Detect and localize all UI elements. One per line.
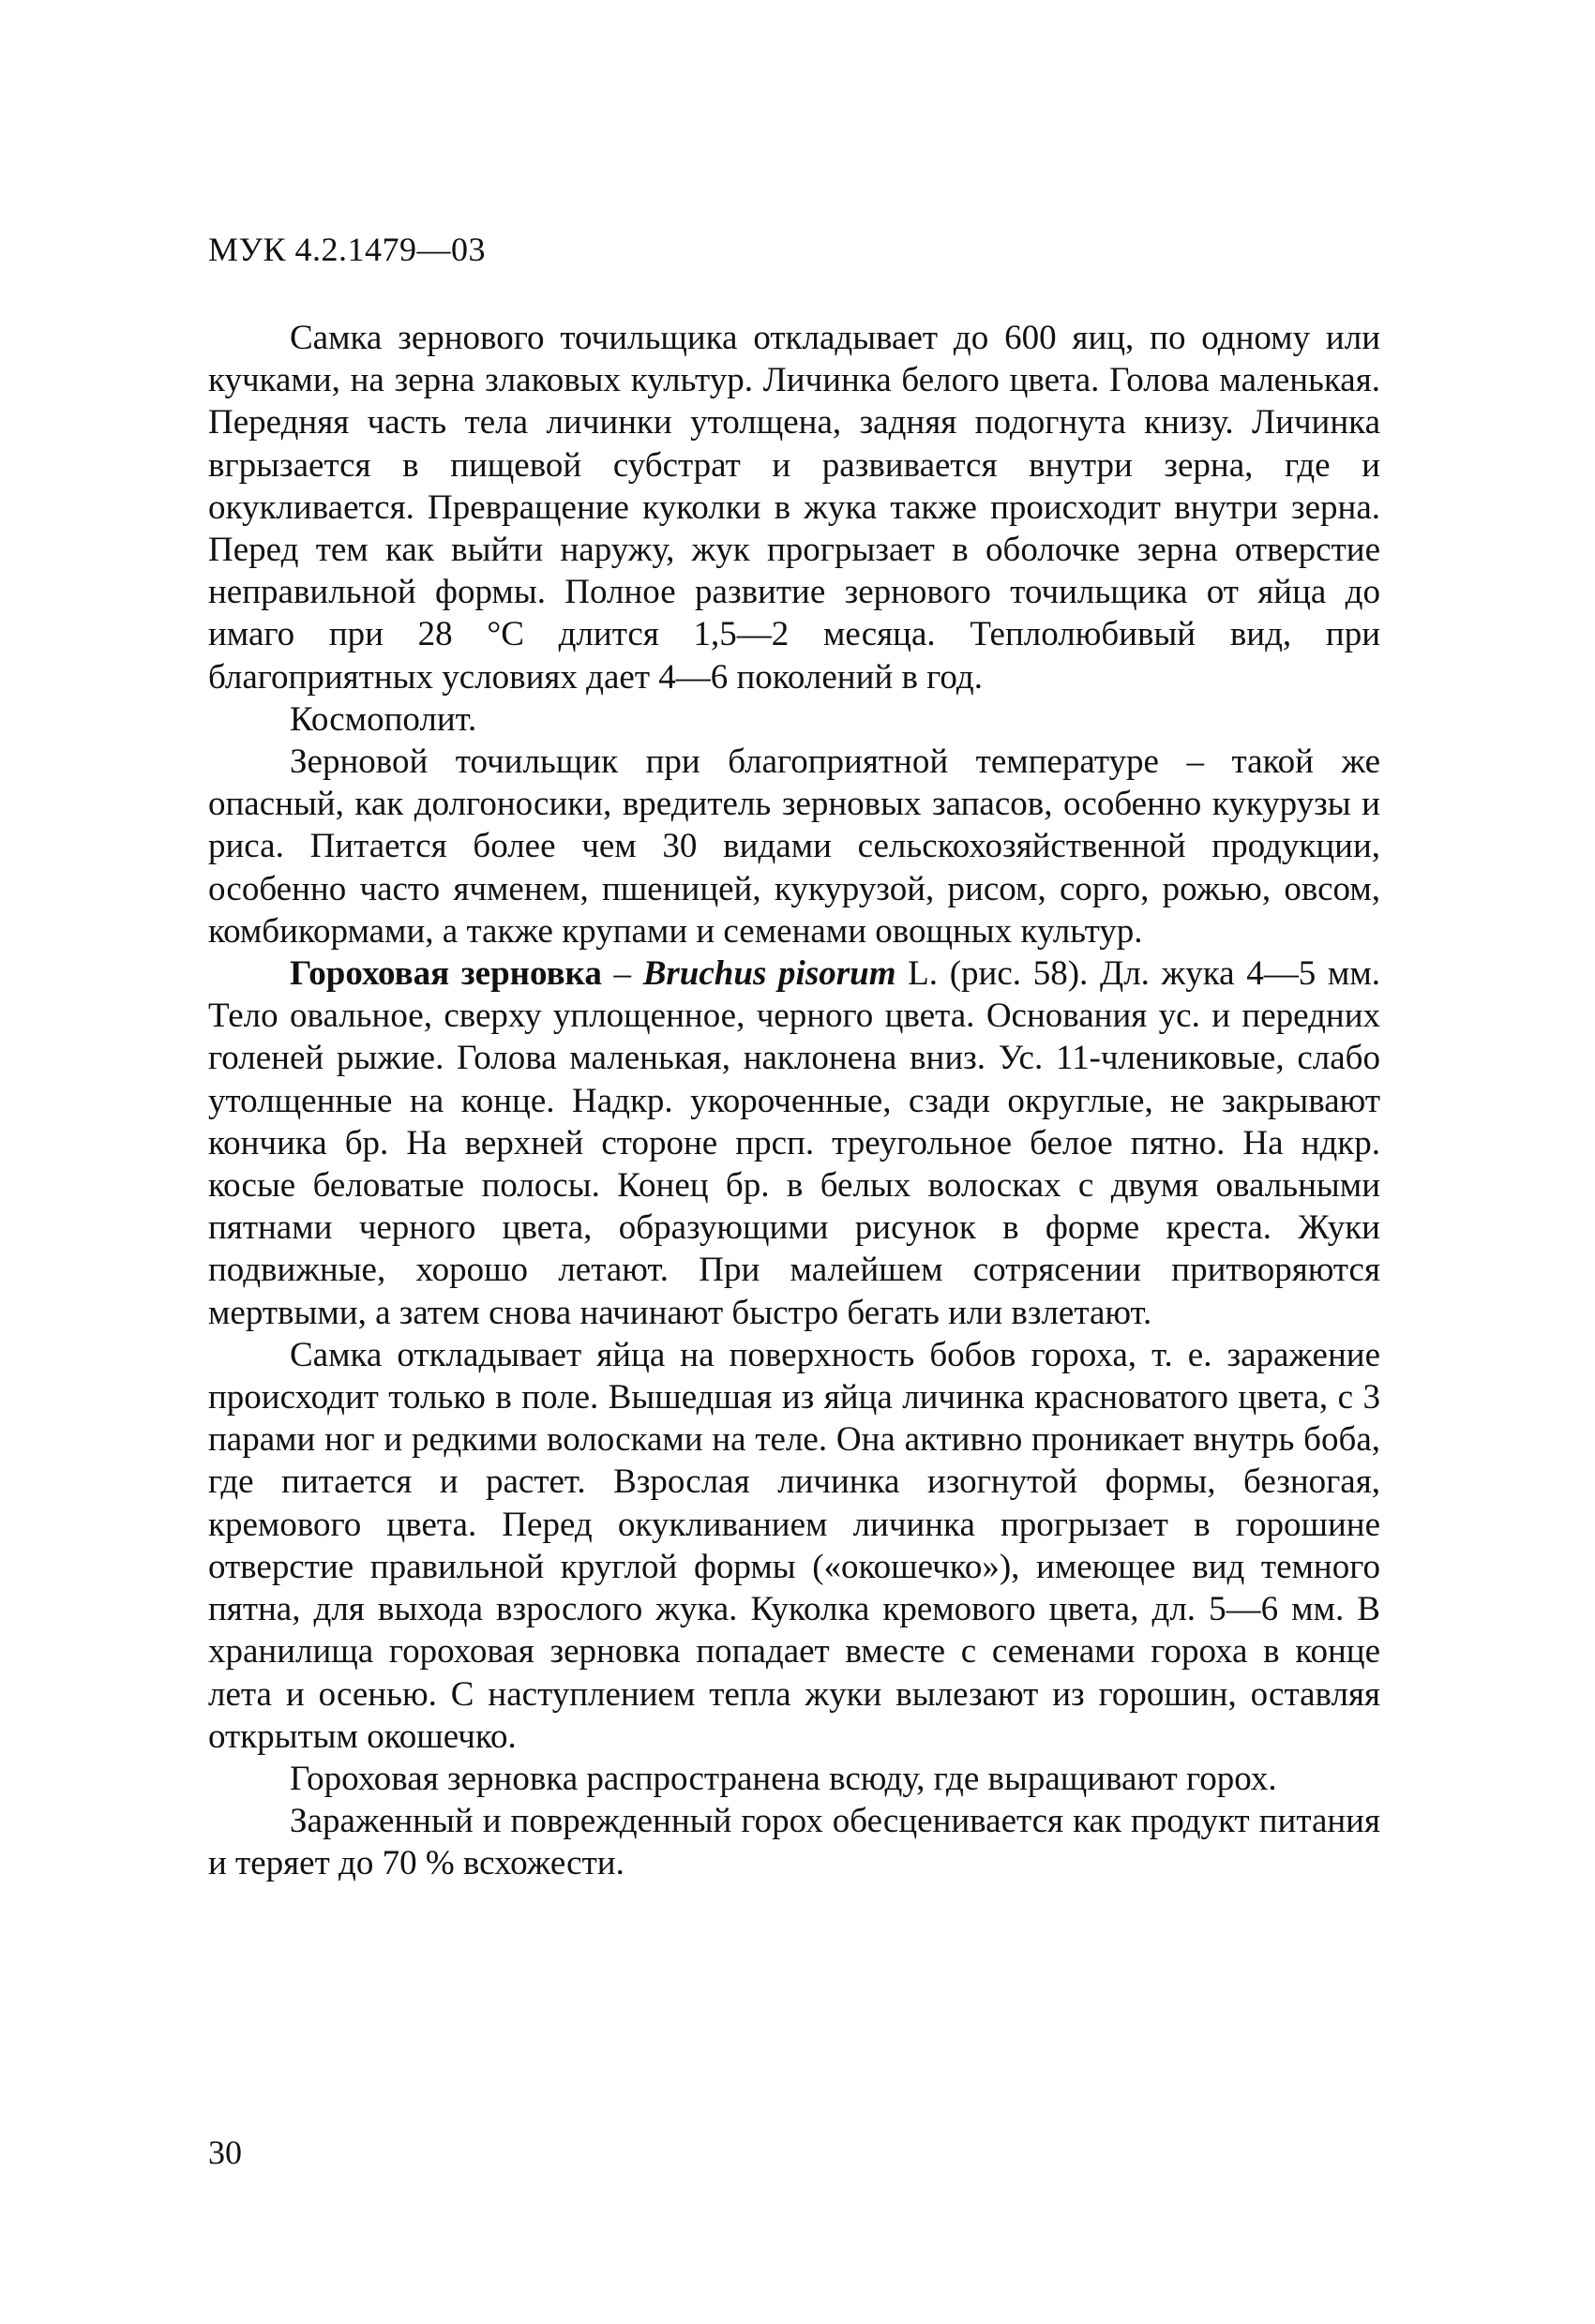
paragraph-grain-borer-harm: Зерновой точильщик при благоприятной температуре – такой же опасный, как долгоносики, вредитель зерновых запасов, особенно кукурузы и риса. Питается более чем 30 видами сельскохозяйственной продукции, особенно часто ячменем, пшеницей, кукурузой, рисом, сорго, рожью, овсом, комбикормами, а также крупами и семенами овощных культур. <box>208 742 1380 951</box>
paragraph-pea-weevil-distribution: Гороховая зерновка распространена всюду, где выращивают горох. <box>290 1759 1277 1798</box>
latin-species-name: Bruchus pisorum <box>642 954 896 994</box>
page-number: 30 <box>208 2134 242 2171</box>
paragraph-pea-weevil-lifecycle: Самка откладывает яйца на поверхность бобов гороха, т. е. заражение происходит только в поле. Вышедшая из яйца личинка красноватого цвета, с 3 парами ног и редкими волосками на теле. Она активно проникает внутрь боба, где питается и растет. Взрослая личинка изогнутой формы, безногая, кремового цвета. Перед окукливанием личинка прогрызает в горошине отверстие правильной круглой формы («окошечко»), имеющее вид темного пятна, для выхода взрослого жука. Куколка кремового цвета, дл. 5—6 мм. В хранилища гороховая зерновка попадает вместе с семенами гороха в конце лета и осенью. С наступлением тепла жуки вылезают из горошин, оставляя открытым окошечко. <box>208 1335 1380 1756</box>
paragraph-grain-borer-development: Самка зернового точильщика откладывает до 600 яиц, по одному или кучками, на зерна злаковых культур. Личинка белого цвета. Голова маленькая. Передняя часть тела личинки утолщена, задняя подогнута книзу. Личинка вгрызается в пищевой субстрат и развивается внутри зерна, где и окукливается. Превращение куколки в жука также происходит внутри зерна. Перед тем как выйти наружу, жук прогрызает в оболочке зерна отверстие неправильной формы. Полное развитие зернового точильщика от яйца до имаго при 28 °С длится 1,5—2 месяца. Теплолюбивый вид, при благоприятных условиях дает 4—6 поколений в год. <box>208 319 1380 697</box>
pea-weevil-description-text: L. (рис. 58). Дл. жука 4—5 мм. Тело овальное, сверху уплощенное, черного цвета. Основания ус. и передних голеней рыжие. Голова маленькая, наклонена вниз. Ус. 11-члениковые, слабо утолщенные на конце. Надкр. укороченные, сзади округлые, не закрывают кончика бр. На верхней стороне прсп. треугольное белое пятно. На ндкр. косые беловатые полосы. Конец бр. в белых волосках с двумя овальными пятнами черного цвета, образующими рисунок в форме креста. Жуки подвижные, хорошо летают. При малейшем сотрясении притворяются мертвыми, а затем снова начинают быстро бегать или взлетают. <box>208 954 1380 1332</box>
paragraph-cosmopolitan: Космополит. <box>290 699 477 739</box>
document-code-header: МУК 4.2.1479—03 <box>208 231 487 268</box>
body-text <box>208 317 1380 1885</box>
pea-weevil-term: Гороховая зерновка <box>290 954 602 994</box>
paragraph-pea-weevil-description <box>208 952 1380 1334</box>
paragraph-pea-damage: Зараженный и поврежденный горох обесценивается как продукт питания и теряет до 70 % всхожести. <box>208 1802 1380 1883</box>
term-dash: – <box>601 954 643 994</box>
